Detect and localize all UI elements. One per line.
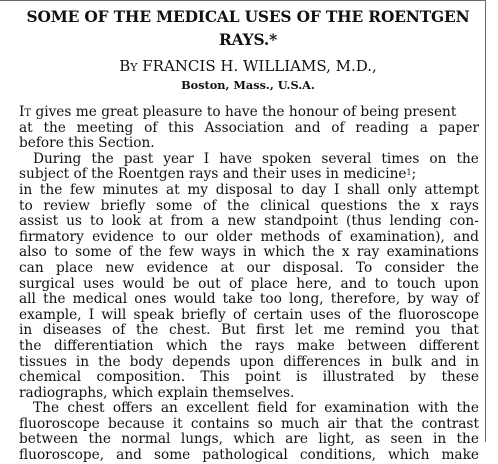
drop-cap: It: [19, 104, 32, 120]
word: of: [465, 291, 479, 308]
word: the: [368, 306, 391, 323]
word: have: [219, 150, 253, 167]
word: I: [88, 306, 95, 323]
word: the: [397, 197, 421, 214]
word: field: [257, 400, 288, 417]
word: place: [56, 259, 94, 276]
column-rule: [485, 0, 486, 442]
word: review: [43, 197, 90, 214]
word: therefore,: [330, 291, 401, 308]
word: way: [430, 291, 459, 308]
text-line: [19, 323, 479, 339]
word: differences: [283, 353, 361, 370]
word: out: [198, 275, 221, 292]
word: body: [129, 353, 164, 370]
text-line: [19, 183, 479, 199]
word: briefly: [181, 306, 226, 323]
word: and: [294, 119, 321, 136]
word: which: [233, 431, 275, 448]
word: would: [173, 291, 216, 308]
word: long,: [289, 291, 324, 308]
word: offers: [112, 400, 153, 417]
word: on: [429, 150, 447, 167]
word: spoken: [262, 150, 312, 167]
word: examination),: [349, 228, 445, 245]
word: upon: [444, 275, 479, 292]
word: illustrated: [322, 369, 395, 386]
word: point: [245, 369, 281, 386]
word: ones: [134, 291, 167, 308]
word: our: [184, 228, 208, 245]
word: seen: [390, 431, 423, 448]
word: and: [340, 275, 367, 292]
word: the: [43, 291, 66, 308]
word: in: [369, 353, 383, 370]
byline-prefix: By: [119, 57, 138, 75]
word: contains: [190, 415, 250, 432]
word: in: [432, 431, 447, 448]
word: by: [409, 369, 427, 386]
word: excellent: [186, 400, 249, 417]
text-line: [19, 401, 479, 417]
word: take: [222, 291, 253, 308]
word: tissues: [19, 353, 67, 370]
word: composition.: [96, 369, 186, 386]
text-line: [19, 370, 479, 386]
word: to: [19, 197, 33, 214]
text-line: [19, 339, 479, 355]
footnote-reference: 1: [406, 168, 412, 178]
word: attempt: [424, 181, 479, 198]
word: chemical: [19, 369, 82, 386]
word: some: [156, 197, 193, 214]
word: me: [323, 322, 345, 339]
word: the: [227, 197, 250, 214]
word: let: [294, 322, 313, 339]
word: fluoroscope,: [19, 447, 105, 464]
word: rays: [449, 197, 479, 214]
word: upon: [239, 353, 275, 370]
word: between: [19, 431, 79, 448]
word: place: [250, 275, 288, 292]
word: at: [148, 213, 163, 230]
word: which: [388, 447, 430, 464]
word: Association: [204, 119, 284, 136]
word: I: [334, 181, 340, 198]
word: between: [347, 337, 407, 354]
word: some: [75, 244, 112, 261]
word: only: [387, 181, 417, 198]
word: make: [297, 337, 335, 354]
word: evidence: [92, 228, 154, 245]
word: the: [456, 259, 479, 276]
word: During: [33, 150, 82, 167]
text-line: [19, 432, 479, 448]
word: clinical: [260, 197, 310, 214]
text-line: [19, 121, 479, 137]
word: remind: [355, 322, 405, 339]
word: ray: [356, 244, 380, 261]
word: to: [54, 244, 68, 261]
word: air: [327, 415, 347, 432]
word: x: [341, 244, 350, 261]
word: also: [19, 244, 47, 261]
word: examinations: [386, 244, 479, 261]
word: depends: [172, 353, 231, 370]
word: our: [246, 259, 271, 276]
word: of: [232, 306, 247, 323]
word: too: [259, 291, 282, 308]
word: contrast: [421, 415, 479, 432]
word: uses: [309, 306, 341, 323]
word: all: [19, 291, 36, 308]
word: to: [280, 181, 294, 198]
word: will: [101, 306, 127, 323]
word: the: [139, 244, 162, 261]
word: lungs,: [180, 431, 223, 448]
word: examination: [324, 400, 410, 417]
paragraph-2: [19, 152, 479, 402]
line-text: gives me great pleasure to have the honour of being present: [35, 104, 457, 120]
word: and: [453, 228, 479, 245]
word: new: [227, 213, 257, 230]
word: x: [431, 197, 439, 214]
word: in: [75, 353, 90, 370]
word: standpoint: [264, 213, 339, 230]
article-title-line-2: RAYS.*: [218, 31, 278, 49]
word: times: [381, 150, 420, 167]
word: paper: [438, 119, 479, 136]
word: here,: [296, 275, 333, 292]
word: minutes: [102, 181, 159, 198]
word: you: [415, 322, 441, 339]
text-line: [19, 355, 479, 371]
paragraph-3: [19, 401, 479, 463]
word: of: [331, 119, 345, 136]
word: different: [419, 337, 479, 354]
word: ways: [201, 244, 236, 261]
word: year: [163, 150, 194, 167]
word: us: [66, 213, 82, 230]
word: of: [348, 306, 362, 323]
top-rule: [0, 0, 486, 1]
word: is: [296, 369, 308, 386]
word: as: [364, 431, 381, 448]
author-name: FRANCIS H. WILLIAMS, M.D.,: [142, 57, 377, 75]
word: make: [441, 447, 479, 464]
footnote-punctuation: ;: [411, 166, 417, 183]
word: at: [220, 259, 235, 276]
word: to: [89, 213, 104, 230]
word: consider: [384, 259, 445, 276]
word: firmatory: [19, 228, 84, 245]
word: the: [456, 431, 479, 448]
text-line: [19, 277, 479, 293]
word: fluoroscope: [19, 415, 100, 432]
word: and: [116, 447, 142, 464]
word: I: [203, 150, 210, 167]
word: few: [70, 181, 95, 198]
word: in: [465, 353, 479, 370]
word: normal: [121, 431, 171, 448]
word: some: [153, 447, 191, 464]
word: look: [111, 213, 141, 230]
text-line: radiographs, which explain themselves.: [19, 384, 295, 401]
word: rays: [255, 337, 285, 354]
word: for: [295, 400, 316, 417]
word: be: [172, 275, 190, 292]
text-line: [19, 292, 479, 308]
word: the: [390, 415, 414, 432]
author-byline: [22, 57, 474, 75]
article-body: [19, 104, 479, 464]
word: the: [88, 431, 111, 448]
word: in: [19, 322, 33, 339]
word: of: [229, 275, 243, 292]
word: medical: [72, 291, 128, 308]
word: first: [256, 322, 285, 339]
word: my: [187, 181, 209, 198]
word: fluoroscope: [398, 306, 479, 323]
word: surgical: [19, 275, 75, 292]
word: the: [135, 322, 159, 339]
word: questions: [320, 197, 388, 214]
word: methods: [260, 228, 320, 245]
word: differentiation: [54, 337, 154, 354]
word: con-: [449, 213, 479, 230]
word: the: [456, 400, 479, 417]
word: pathological: [202, 447, 288, 464]
word: in: [19, 181, 33, 198]
word: at: [19, 119, 33, 136]
word: because: [107, 415, 165, 432]
text-line: [19, 245, 479, 261]
text-line: [19, 199, 479, 215]
word: certain: [253, 306, 303, 323]
word: briefly: [100, 197, 146, 214]
word: (thus: [346, 213, 382, 230]
text-line: [19, 105, 479, 121]
word: a: [419, 119, 428, 136]
word: of: [328, 228, 342, 245]
word: diseases: [42, 322, 102, 339]
text-line: [19, 448, 479, 464]
text-line: before this Section.: [19, 135, 155, 152]
word: that: [450, 322, 479, 339]
word: this: [168, 119, 194, 136]
word: to: [162, 228, 176, 245]
word: would: [122, 275, 165, 292]
text-line: [19, 261, 479, 277]
word: these: [441, 369, 479, 386]
line-text: subject of the Roentgen rays and their uses in medicine: [19, 166, 407, 183]
word: to: [374, 275, 389, 292]
word: of: [118, 244, 133, 261]
word: This: [200, 369, 230, 386]
word: touch: [396, 275, 436, 292]
word: The: [33, 400, 60, 417]
word: the: [91, 150, 114, 167]
word: example,: [19, 306, 82, 323]
word: the: [456, 150, 479, 167]
word: much: [281, 415, 320, 432]
word: which: [263, 244, 305, 261]
word: of: [112, 322, 126, 339]
word: by: [407, 291, 424, 308]
word: so: [257, 415, 273, 432]
word: shall: [347, 181, 380, 198]
word: an: [160, 400, 178, 417]
text-line: [19, 308, 479, 324]
text-line: [19, 230, 479, 246]
word: the: [19, 337, 42, 354]
text-line: [19, 167, 479, 183]
word: But: [221, 322, 246, 339]
word: older: [216, 228, 253, 245]
word: past: [123, 150, 154, 167]
text-line: [19, 152, 479, 168]
word: it: [172, 415, 183, 432]
word: few: [168, 244, 194, 261]
word: at: [165, 181, 180, 198]
word: day: [301, 181, 327, 198]
word: are: [285, 431, 308, 448]
word: the: [39, 181, 63, 198]
word: several: [321, 150, 372, 167]
word: uses: [83, 275, 115, 292]
article-title-line-1: SOME OF THE MEDICAL USES OF THE ROENTGEN: [26, 8, 470, 26]
word: of: [144, 119, 158, 136]
word: which: [166, 337, 208, 354]
text-line: [19, 214, 479, 230]
word: assist: [19, 213, 59, 230]
word: new: [105, 259, 135, 276]
word: chest: [67, 400, 105, 417]
word: of: [203, 197, 217, 214]
word: can: [19, 259, 44, 276]
word: bulk: [391, 353, 422, 370]
word: and: [430, 353, 457, 370]
word: the: [312, 244, 335, 261]
paragraph-1: [19, 105, 479, 152]
word: the: [98, 353, 121, 370]
word: from: [170, 213, 204, 230]
word: lending: [389, 213, 442, 230]
word: that: [354, 415, 383, 432]
word: To: [355, 259, 373, 276]
word: light,: [318, 431, 355, 448]
author-location: Boston, Mass., U.S.A.: [181, 78, 315, 92]
text-line: [19, 417, 479, 433]
word: reading: [355, 119, 409, 136]
word: a: [211, 213, 220, 230]
word: meeting: [76, 119, 134, 136]
word: in: [243, 244, 257, 261]
word: disposal: [215, 181, 273, 198]
word: evidence: [146, 259, 209, 276]
word: speak: [133, 306, 174, 323]
word: conditions,: [299, 447, 376, 464]
word: disposal.: [282, 259, 344, 276]
word: with: [417, 400, 449, 417]
word: the: [220, 337, 243, 354]
article-title: [22, 6, 474, 52]
word: the: [43, 119, 66, 136]
word: chest.: [169, 322, 211, 339]
